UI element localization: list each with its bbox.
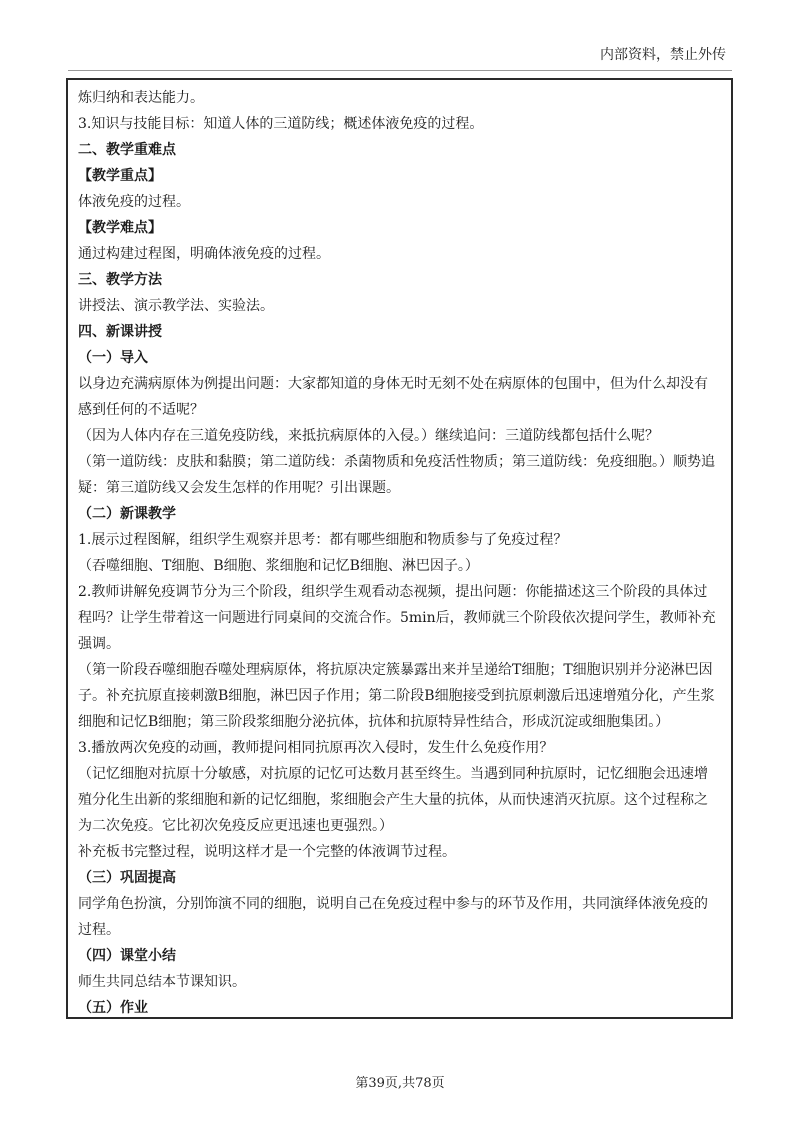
section-heading: 【教学难点】 [78,220,162,236]
section-heading: （二）新课教学 [78,506,176,522]
body-paragraph: 2.教师讲解免疫调节分为三个阶段，组织学生观看动态视频，提出问题：你能描述这三个阶段的具体过程吗？让学生带着这一问题进行同桌间的交流合作。5min后，教师就三个阶段依次提问学生，教师补充强调。 [78,584,716,652]
body-paragraph: 炼归纳和表达能力。 [78,90,204,106]
body-paragraph: 同学角色扮演，分别饰演不同的细胞，说明自己在免疫过程中参与的环节及作用，共同演绎体液免疫的过程。 [78,896,708,938]
lesson-plan-table-cell [66,78,733,1019]
section-heading: 四、新课讲授 [78,324,162,340]
body-paragraph: 1.展示过程图解，组织学生观察并思考：都有哪些细胞和物质参与了免疫过程？ [78,532,568,548]
body-paragraph: 师生共同总结本节课知识。 [78,974,246,990]
lesson-plan-body [78,85,717,1019]
body-paragraph: （第一道防线：皮肤和黏膜；第二道防线：杀菌物质和免疫活性物质；第三道防线：免疫细胞。）顺势追疑：第三道防线又会发生怎样的作用呢？引出课题。 [78,454,715,496]
body-paragraph: （第一阶段吞噬细胞吞噬处理病原体，将抗原决定簇暴露出来并呈递给T细胞；T细胞识别并分泌淋巴因子。补充抗原直接刺激B细胞，淋巴因子作用；第二阶段B细胞接受到抗原刺激后迅速增殖分化，产生浆细胞和记忆B细胞；第三阶段浆细胞分泌抗体，抗体和抗原特异性结合，形成沉淀或细胞集团。） [78,662,715,730]
section-heading: 【教学重点】 [78,168,162,184]
body-paragraph: 通过构建过程图，明确体液免疫的过程。 [78,246,330,262]
body-paragraph: 体液免疫的过程。 [78,194,190,210]
body-paragraph: （吞噬细胞、T细胞、B细胞、浆细胞和记忆B细胞、淋巴因子。） [78,558,479,574]
body-paragraph: 补充板书完整过程，说明这样才是一个完整的体液调节过程。 [78,844,456,860]
section-heading: 二、教学重难点 [78,142,176,158]
confidential-note: 内部资料，禁止外传 [600,47,726,63]
section-heading: （一）导入 [78,350,148,366]
body-paragraph: 讲授法、演示教学法、实验法。 [78,298,274,314]
section-heading: （四）课堂小结 [78,948,176,964]
body-paragraph: （记忆细胞对抗原十分敏感，对抗原的记忆可达数月甚至终生。当遇到同种抗原时，记忆细胞会迅速增殖分化生出新的浆细胞和新的记忆细胞，浆细胞会产生大量的抗体，从而快速消灭抗原。这个过程称之为二次免疫。它比初次免疫反应更迅速也更强烈。） [78,766,708,834]
body-paragraph: 3.知识与技能目标：知道人体的三道防线；概述体液免疫的过程。 [78,116,484,132]
body-paragraph: （因为人体内存在三道免疫防线，来抵抗病原体的入侵。）继续追问：三道防线都包括什么呢？ [78,428,659,444]
section-heading: 三、教学方法 [78,272,162,288]
section-heading: （五）作业 [78,1000,148,1016]
header-divider [68,70,732,71]
page-number: 第39页,共78页 [355,1076,445,1091]
body-paragraph: 3.播放两次免疫的动画，教师提问相同抗原再次入侵时，发生什么免疫作用？ [78,740,554,756]
body-paragraph: 以身边充满病原体为例提出问题：大家都知道的身体无时无刻不处在病原体的包围中，但为什么却没有感到任何的不适呢？ [78,376,708,418]
section-heading: （三）巩固提高 [78,870,176,886]
